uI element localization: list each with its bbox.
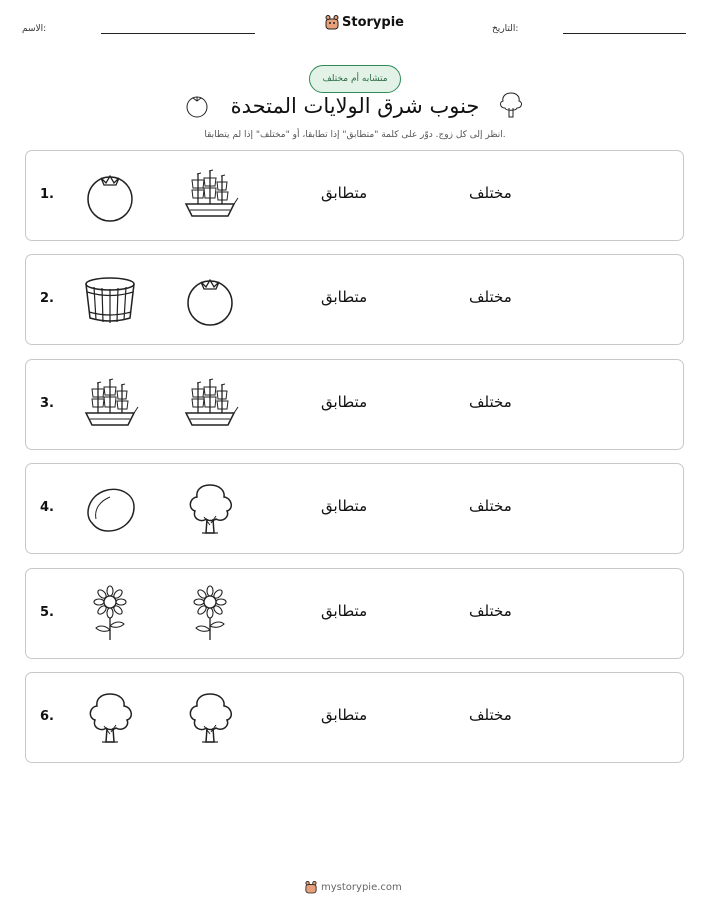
different-option[interactable]: مختلف [469,706,512,724]
tomato-icon [182,272,238,328]
page-title: جنوب شرق الولايات المتحدة [230,94,480,118]
worksheet-badge: متشابه أم مختلف [309,65,401,93]
footer-url: mystorypie.com [321,881,402,893]
different-option[interactable]: مختلف [469,392,512,411]
footer [305,880,402,894]
drum-icon [82,272,138,328]
same-option[interactable]: متطابق [321,601,368,620]
question-row [25,672,684,763]
question-row [25,463,684,554]
sunflower-icon [82,586,138,642]
question-row [25,359,684,450]
storypie-mascot-icon [325,14,339,30]
pebble-icon [82,481,138,537]
date-label: التاريخ: [492,24,519,34]
same-option[interactable]: متطابق [321,288,368,307]
date-line[interactable] [563,33,686,34]
different-option[interactable]: مختلف [469,601,512,620]
tree-icon [182,690,238,746]
same-option[interactable]: متطابق [321,706,368,724]
same-option[interactable]: متطابق [321,392,368,411]
ship-icon [82,377,138,433]
question-number: 1. [40,187,54,202]
brand-name: Storypie [342,14,404,30]
question-number: 5. [40,604,54,620]
question-number: 3. [40,395,54,411]
tomato-title-icon [185,94,209,118]
name-line[interactable] [101,33,255,34]
sunflower-icon [182,586,238,642]
tree-icon [182,481,238,537]
tomato-icon [82,168,138,224]
ship-icon [182,168,238,224]
tree-title-icon [497,90,525,120]
ship-icon [182,377,238,433]
storypie-mascot-icon [305,880,317,894]
different-option[interactable]: مختلف [469,288,512,307]
question-row [25,254,684,345]
question-number: 6. [40,709,54,724]
brand-logo [325,14,404,30]
question-row [25,150,684,241]
different-option[interactable]: مختلف [469,184,512,202]
tree-icon [82,690,138,746]
different-option[interactable]: مختلف [469,497,512,516]
same-option[interactable]: متطابق [321,497,368,516]
instructions: انظر إلى كل زوج. دوّر على كلمة "متطابق" إذا تطابقا، أو "مختلف" إذا لم يتطابقا. [204,130,506,140]
question-number: 2. [40,291,54,307]
question-number: 4. [40,500,54,516]
name-label: الاسم: [22,24,47,34]
question-row [25,568,684,659]
same-option[interactable]: متطابق [321,184,368,202]
